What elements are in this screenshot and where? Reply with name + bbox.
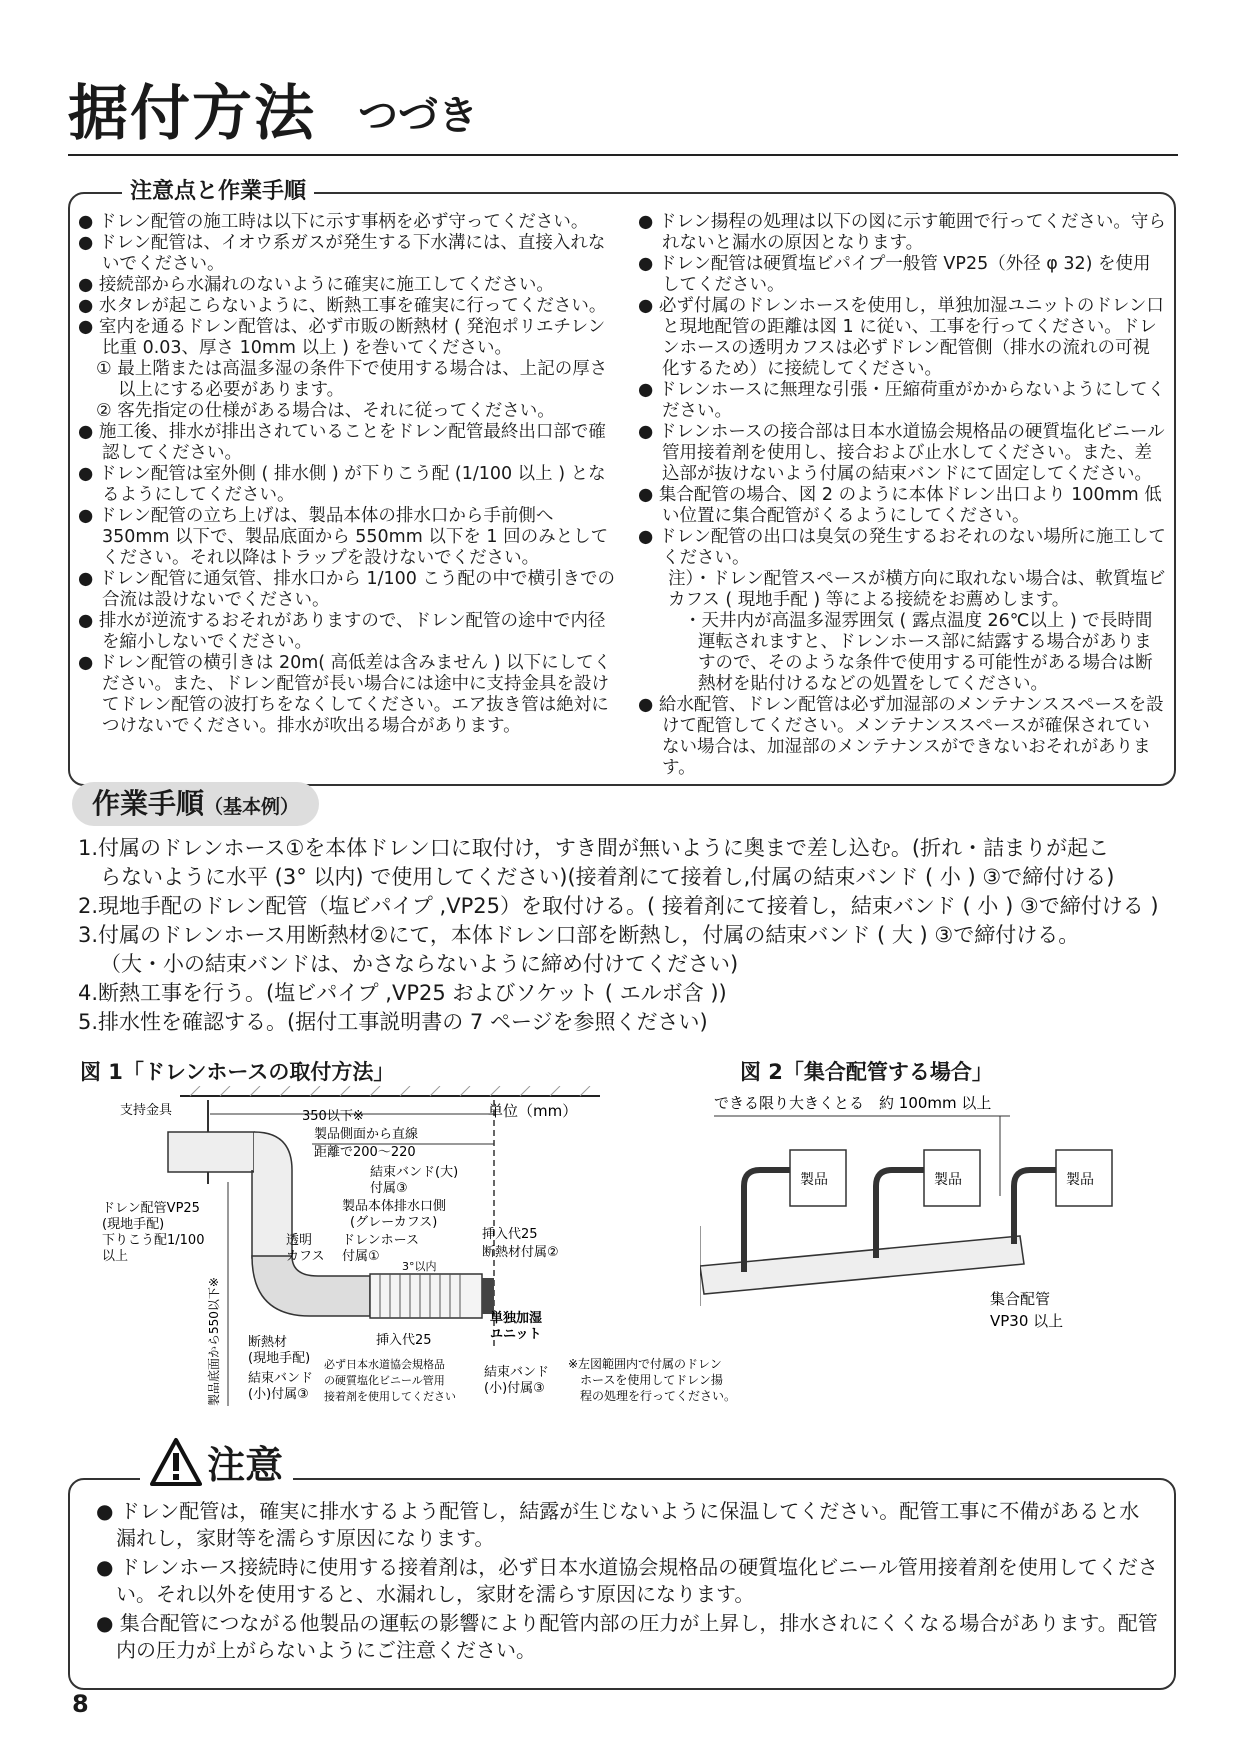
label-clear-2: カフス xyxy=(286,1249,325,1264)
label-straight-2: 距離で200～220 xyxy=(314,1145,416,1160)
note-item: ● ドレン揚程の処理は以下の図に示す範囲で行ってください。守られないと漏水の原因となります。 xyxy=(638,212,1166,253)
steps-list xyxy=(78,834,1188,1037)
caution-item: ● 集合配管につながる他製品の運転の影響により配管内部の圧力が上昇し，排水されにくくなる場合があります。配管内の圧力が上がらないようにご注意ください。 xyxy=(96,1611,1158,1662)
note-item: ● 必ず付属のドレンホースを使用し，単独加湿ユニットのドレン口と現地配管の距離は図 1 に従い、工事を行ってください。ドレンホースの透明カフスは必ずドレン配管側（排水の流れの可視化するため）に接続してください。 xyxy=(638,296,1164,379)
label-hose-1: ドレンホース xyxy=(342,1233,420,1248)
label-slope: 3°以内 xyxy=(402,1260,437,1273)
note-item: ● ドレン配管の出口は臭気の発生するおそれのない場所に施工してください。 xyxy=(638,527,1166,568)
label-unit: 単位（mm） xyxy=(488,1102,578,1120)
page-number: 8 xyxy=(72,1690,89,1718)
label-vp25-1: ドレン配管VP25 xyxy=(102,1201,200,1216)
label-band-small-1: 結束バンド xyxy=(248,1371,314,1386)
label-band-small-r1: 結束バンド xyxy=(484,1365,550,1380)
note-item: ● 集合配管の場合、図 2 のように本体ドレン出口より 100mm 低い位置に集合配管がくるようにしてください。 xyxy=(638,485,1162,526)
note-item: ● ドレン配管に通気管、排水口から 1/100 こう配の中で横引きでの合流は設けないでください。 xyxy=(78,569,615,610)
label-dim350: 350以下※ xyxy=(302,1109,364,1124)
title-divider xyxy=(68,154,1178,156)
note-remark: 注）・ドレン配管スペースが横方向に取れない場合は、軟質塩ビカフス ( 現地手配 ) 等による接続をお薦めします。 xyxy=(668,569,1166,610)
ceiling-hatch xyxy=(190,1086,590,1096)
caution-list xyxy=(96,1498,1158,1666)
label-insul-local-2: (現地手配) xyxy=(248,1351,311,1366)
caution-heading xyxy=(140,1434,293,1492)
steps-title-sub: （基本例） xyxy=(204,796,300,818)
label-footnote-2: ホースを使用してドレン揚 xyxy=(580,1373,723,1387)
note-item: ● ドレン配管は硬質塩ビパイプ一般管 VP25（外径 φ 32) を使用してください。 xyxy=(638,254,1151,295)
caution-title: 注意 xyxy=(207,1443,284,1487)
label-product-3: 製品 xyxy=(1066,1172,1094,1188)
note-item: ● 給水配管、ドレン配管は必ず加湿部のメンテナンススペースを設けて配管してください。メンテナンススペースが確保されていない場合は、加湿部のメンテナンスができないおそれがあります。 xyxy=(638,695,1164,778)
page-title: 据付方法 xyxy=(68,79,316,149)
note-item: ● ドレンホースに無理な引張・圧縮荷重がかからないようにしてください。 xyxy=(638,380,1166,421)
unit-outlet xyxy=(482,1278,494,1314)
step-item: 3.付属のドレンホース用断熱材②にて，本体ドレン口部を断熱し，付属の結束バンド ( 大 ) ③で締付ける。 xyxy=(78,923,1080,947)
figure2-diagram xyxy=(700,1086,1170,1346)
label-adhesive-3: 接着剤を使用してください xyxy=(324,1390,456,1403)
hose-2 xyxy=(876,1170,924,1258)
steps-heading xyxy=(72,782,319,826)
note-item: ● ドレン配管の施工時は以下に示す事柄を必ず守ってください。 xyxy=(78,212,589,232)
step-item: （大・小の結束バンドは、かさならないように締め付けてください) xyxy=(100,952,739,976)
collector-pipe xyxy=(700,1236,1024,1294)
label-straight-1: 製品側面から直線 xyxy=(314,1127,419,1142)
note-item: ● ドレン配管の横引きは 20m( 高低差は含みません ) 以下にしてください。また、ドレン配管が長い場合には途中に支持金具を設けてドレン配管の波打ちをなくしてください。エア抜き管は絶対につけないでください。排水が吹出る場合があります。 xyxy=(78,653,612,736)
label-adhesive-2: の硬質塩化ビニール管用 xyxy=(324,1374,445,1387)
note-item: ● 接続部から水漏れのないように確実に施工してください。 xyxy=(78,275,554,295)
steps-title: 作業手順 xyxy=(92,787,205,820)
label-height550: 製品底面から550以下※ xyxy=(207,1277,221,1406)
label-top: できる限り大きくとる 約 100mm 以上 xyxy=(714,1094,992,1112)
step-item: 4.断熱工事を行う。(塩ビパイプ ,VP25 およびソケット ( エルボ含 )) xyxy=(78,981,727,1005)
label-band-large-2: 付属③ xyxy=(370,1181,408,1196)
label-insert25-bottom: 挿入代25 xyxy=(376,1333,432,1348)
label-vp25-3: 下りこう配1/100 xyxy=(102,1233,205,1248)
label-support: 支持金具 xyxy=(120,1103,173,1118)
label-collect-2: VP30 以上 xyxy=(990,1312,1064,1330)
label-footnote-3: 程の処理を行ってください。 xyxy=(580,1389,737,1403)
label-vp25-4: 以上 xyxy=(102,1249,129,1264)
notes-right-column xyxy=(638,212,1166,779)
note-item: ● 水タレが起こらないように、断熱工事を確実に行ってください。 xyxy=(78,296,607,316)
label-collect-1: 集合配管 xyxy=(990,1290,1051,1308)
note-item: ● ドレン配管の立ち上げは、製品本体の排水口から手前側へ 350mm 以下で、製品底面から 550mm 以下を 1 回のみとしてください。それ以降はトラップを設けないでください。 xyxy=(78,506,609,568)
hose-1 xyxy=(744,1170,790,1272)
step-item: 2.現地手配のドレン配管（塩ビパイプ ,VP25）を取付ける。( 接着剤にて接着し，結束バンド ( 小 ) ③で締付ける ) xyxy=(78,894,1159,918)
label-product-2: 製品 xyxy=(934,1172,962,1188)
page-subtitle: つづき xyxy=(358,93,478,139)
warning-triangle-icon xyxy=(150,1437,202,1487)
note-item: ● 施工後、排水が排出されていることをドレン配管最終出口部で確認してください。 xyxy=(78,422,606,463)
note-item: ● ドレン配管は、イオウ系ガスが発生する下水溝には、直接入れないでください。 xyxy=(78,233,606,274)
label-outlet-1: 製品本体排水口側 xyxy=(342,1199,447,1214)
label-outlet-2: (グレーカフス) xyxy=(350,1215,438,1230)
step-item: 1.付属のドレンホース①を本体ドレン口に取付け，すき間が無いように奥まで差し込む。(折れ・詰まりが起こ xyxy=(78,836,1110,860)
note-item: ● 排水が逆流するおそれがありますので、ドレン配管の途中で内径を縮小しないでください。 xyxy=(78,611,606,652)
label-insul-local-1: 断熱材 xyxy=(248,1335,288,1350)
label-adhesive-1: 必ず日本水道協会規格品 xyxy=(324,1358,445,1371)
note-item: ● ドレンホースの接合部は日本水道協会規格品の硬質塩化ビニール管用接着剤を使用し、接合および止水してください。また、差込部が抜けないよう付属の結束バンドにて固定してください。 xyxy=(638,422,1165,484)
note-subitem: ② 客先指定の仕様がある場合は、それに従ってください。 xyxy=(96,401,555,421)
notes-left-column xyxy=(78,212,618,737)
note-subitem: ① 最上階または高温多湿の条件下で使用する場合は、上記の厚さ以上にする必要があります。 xyxy=(96,359,608,400)
label-insert25-top: 挿入代25 xyxy=(482,1227,538,1242)
figure1-diagram xyxy=(80,1086,800,1436)
note-item: ● ドレン配管は室外側 ( 排水側 ) が下りこう配 (1/100 以上 ) となるようにしてください。 xyxy=(78,464,606,505)
label-vp25-2: (現地手配) xyxy=(102,1217,165,1232)
label-clear-1: 透明 xyxy=(286,1233,313,1248)
hose-3 xyxy=(1014,1170,1056,1244)
label-band-large-1: 結束バンド(大) xyxy=(370,1165,459,1180)
caution-item: ● ドレン配管は，確実に排水するよう配管し，結露が生じないように保温してください。配管工事に不備があると水漏れし，家財等を濡らす原因になります。 xyxy=(96,1499,1140,1550)
label-band-small-r2: (小)付属③ xyxy=(484,1381,545,1396)
label-footnote-1: ※左図範囲内で付属のドレン xyxy=(568,1357,722,1371)
label-band-small-2: (小)付属③ xyxy=(248,1387,309,1402)
label-insulation-acc: 断熱材付属② xyxy=(482,1245,559,1260)
caution-item: ● ドレンホース接続時に使用する接着剤は，必ず日本水道協会規格品の硬質塩化ビニール管用接着剤を使用してください。それ以外を使用すると、水漏れし，家財を濡らす原因になります。 xyxy=(96,1555,1158,1606)
figure2-title: 図 2「集合配管する場合」 xyxy=(740,1060,993,1084)
label-product-1: 製品 xyxy=(800,1172,828,1188)
label-hose-2: 付属① xyxy=(342,1249,380,1264)
insulation-bend xyxy=(252,1256,370,1316)
label-unit-single-2: ユニット xyxy=(490,1327,542,1342)
note-remark: ・天井内が高温多湿雰囲気 ( 露点温度 26℃以上 ) で長時間運転されますと、ドレンホース部に結露する場合がありますので、そのような条件で使用する可能性がある場合は断熱材を貼付けるなどの処置をしてください。 xyxy=(684,611,1153,694)
label-unit-single-1: 単独加湿 xyxy=(490,1311,543,1326)
step-item: 5.排水性を確認する。(据付工事説明書の 7 ページを参照ください) xyxy=(78,1010,708,1034)
note-item: ● 室内を通るドレン配管は、必ず市販の断熱材 ( 発泡ポリエチレン比重 0.03、厚さ 10mm 以上 ) を巻いてください。 xyxy=(78,317,606,358)
drain-hose xyxy=(370,1274,482,1318)
figure1-title: 図 1「ドレンホースの取付方法」 xyxy=(80,1060,395,1084)
step-item: らないように水平 (3° 以内) で使用してください)(接着剤にて接着し,付属の結束バンド ( 小 ) ③で締付ける) xyxy=(100,865,1115,889)
drain-pipe xyxy=(168,1132,254,1172)
notes-label: 注意点と作業手順 xyxy=(122,174,314,205)
